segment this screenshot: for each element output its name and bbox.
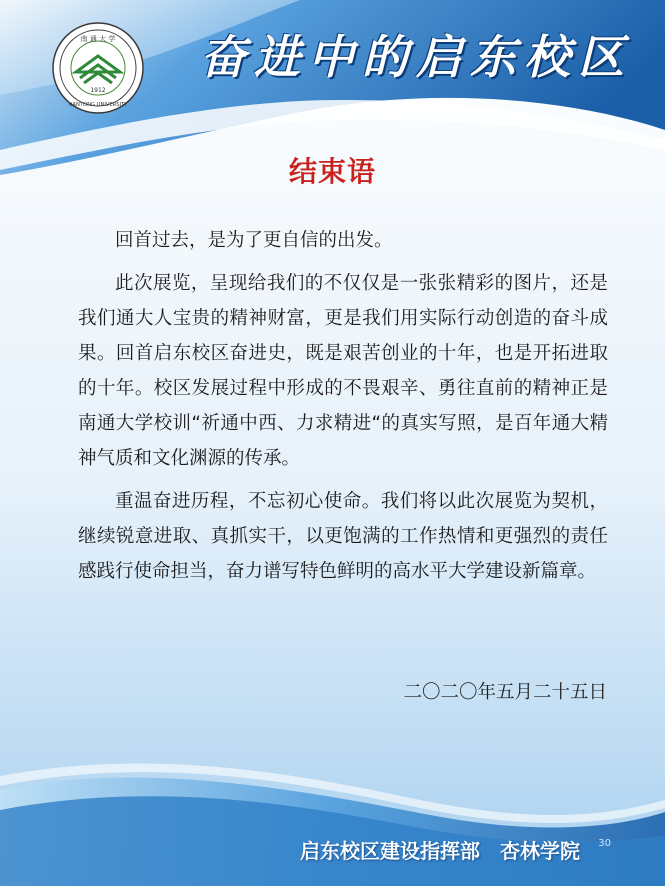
logo-ring-text: NANTONG UNIVERSITY (68, 102, 128, 108)
paragraph: 回首过去，是为了更自信的出发。 (115, 230, 393, 251)
page-title: 奋进中的启东校区 (200, 30, 632, 84)
university-logo (52, 22, 144, 114)
section-heading: 结束语 (288, 155, 376, 188)
logo-year: 1912 (90, 87, 106, 94)
date-signature: 二〇二〇年五月二十五日 (403, 682, 607, 703)
footer-organization: 启东校区建设指挥部 杏林学院 (300, 839, 580, 863)
article-body (78, 223, 608, 597)
logo-top-text: 南 通 大 学 (80, 35, 116, 43)
paragraph: 此次展览，呈现给我们的不仅仅是一张张精彩的图片，还是我们通大人宝贵的精神财富，更是我们用实际行动创造的奋斗成果。回首启东校区奋进史，既是艰苦创业的十年，也是开拓进取的十年。校区发展过程中形成的不畏艰辛、勇往直前的精神正是南通大学校训“祈通中西、力求精进“的真实写照，是百年通大精神气质和文化渊源的传承。 (78, 273, 608, 469)
page-number: 30 (598, 838, 611, 849)
paragraph: 重温奋进历程，不忘初心使命。我们将以此次展览为契机，继续锐意进取、真抓实干，以更饱满的工作热情和更强烈的责任感践行使命担当，奋力谱写特色鲜明的高水平大学建设新篇章。 (78, 491, 608, 582)
